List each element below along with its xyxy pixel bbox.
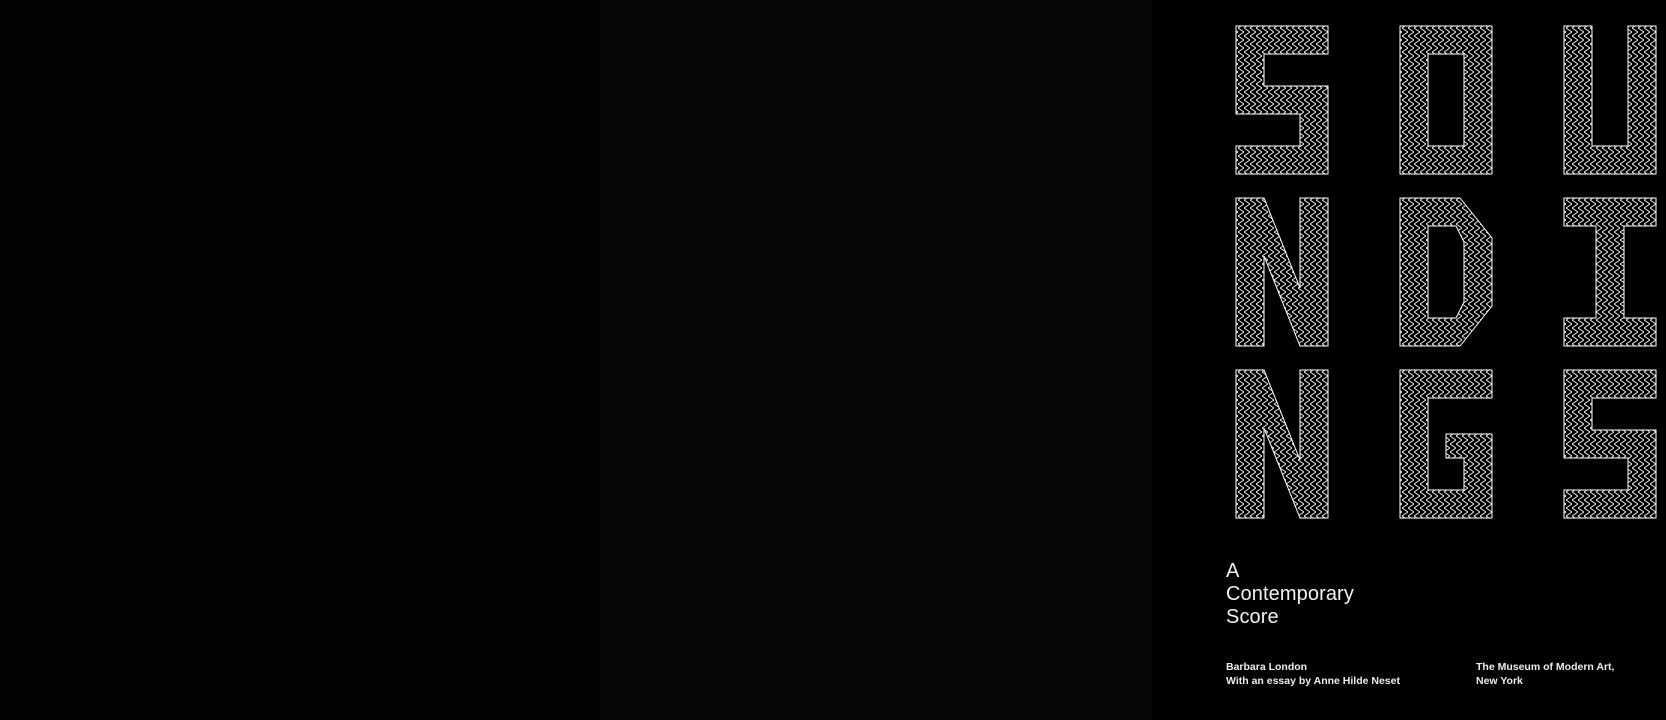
publisher-name: The Museum of Modern Art, [1476, 661, 1615, 673]
title-row [1226, 20, 1666, 192]
cover-credits [1226, 660, 1400, 688]
title-letter-I [1554, 192, 1666, 352]
front-cover-panel [600, 0, 1615, 720]
title-row [1226, 192, 1666, 364]
title-letter-O [1390, 20, 1502, 180]
back-cover-panel [0, 0, 600, 720]
title-letter-U [1554, 20, 1666, 180]
title-letter-N [1226, 364, 1338, 524]
publisher-city: New York [1476, 675, 1523, 687]
title-letter-N [1226, 192, 1338, 352]
credit-essay: With an essay by Anne Hilde Neset [1226, 675, 1400, 687]
title-letter-S [1226, 20, 1338, 180]
cover-subtitle: A Contemporary Score [1226, 560, 1354, 628]
title-letter-S [1554, 364, 1666, 524]
credit-author: Barbara London [1226, 661, 1308, 673]
title-letter-G [1390, 364, 1502, 524]
cover-publisher [1476, 660, 1614, 688]
title-letter-D [1390, 192, 1502, 352]
title-row [1226, 364, 1666, 536]
cover-title-block [1226, 20, 1666, 540]
